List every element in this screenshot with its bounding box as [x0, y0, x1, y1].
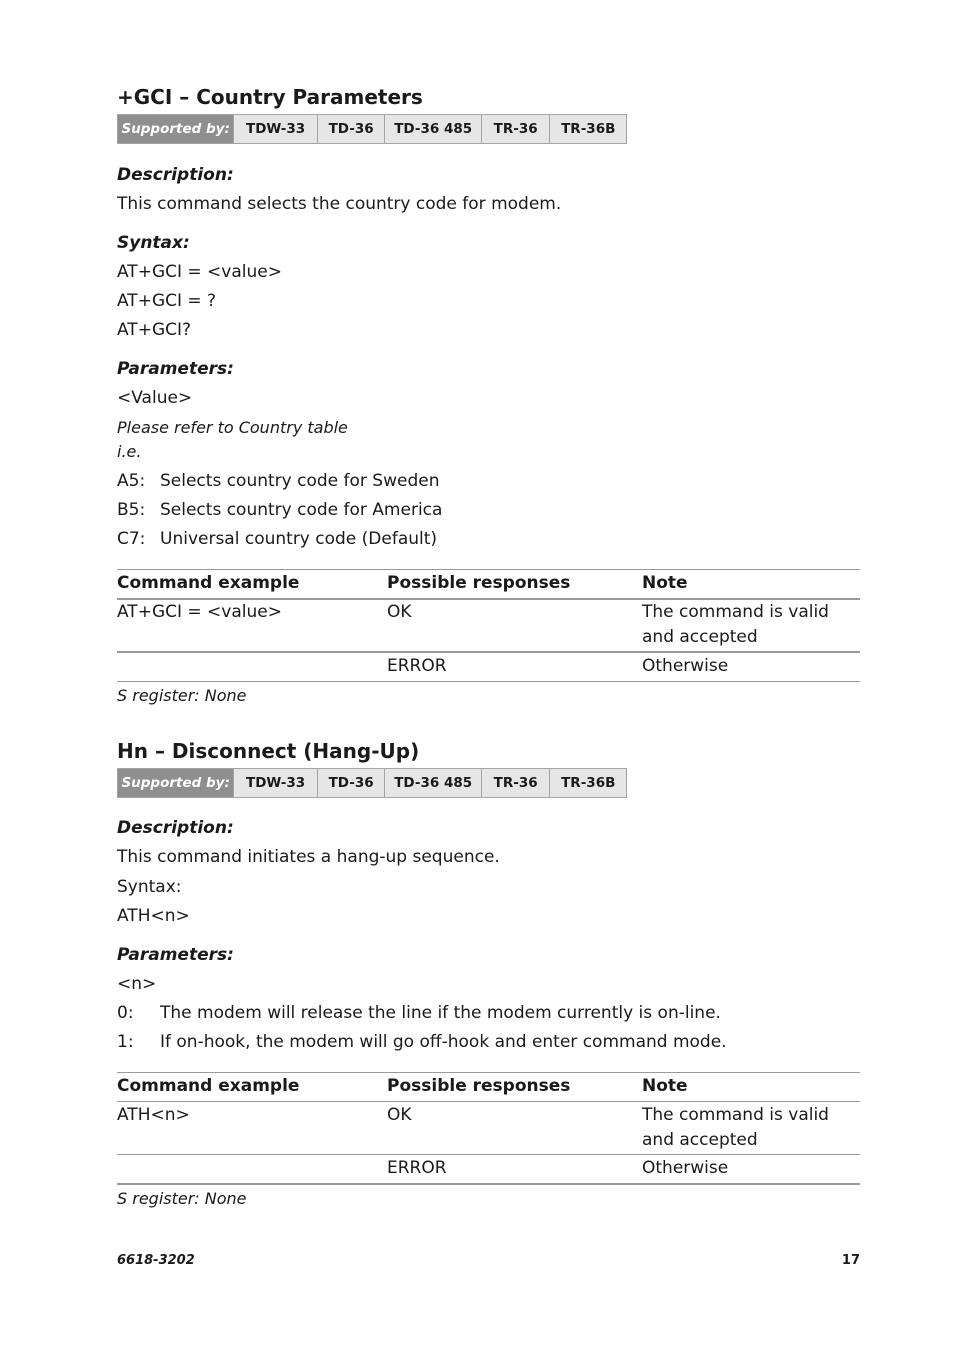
table-row-rule	[117, 651, 860, 653]
table-header-note: Note	[642, 1076, 688, 1096]
gci-description: This command selects the country code for modem.	[117, 194, 562, 214]
table-cell-response: ERROR	[387, 656, 447, 676]
hn-description: This command initiates a hang-up sequence.	[117, 847, 500, 867]
hn-value-text: The modem will release the line if the modem currently is on-line.	[160, 1003, 721, 1023]
table-cell-note: The command is valid	[642, 602, 829, 622]
hn-supported-by-bar	[117, 768, 627, 798]
footer-doc-number: 6618-3202	[117, 1253, 195, 1268]
table-header-rule	[117, 1101, 860, 1102]
table-bottom-rule	[117, 1183, 860, 1185]
device-tr-36: TR-36	[481, 769, 550, 797]
gci-supported-by-bar	[117, 114, 627, 144]
device-td-36-485: TD-36 485	[384, 115, 480, 143]
table-header-command: Command example	[117, 573, 300, 593]
gci-value-text: Universal country code (Default)	[160, 529, 438, 549]
gci-s-register: S register: None	[117, 686, 247, 705]
gci-syntax-label: Syntax:	[117, 233, 190, 253]
hn-value-key: 1:	[117, 1032, 134, 1052]
hn-parameters-label: Parameters:	[117, 945, 234, 965]
hn-title: Hn – Disconnect (Hang-Up)	[117, 739, 420, 763]
table-row-rule	[117, 1154, 860, 1155]
gci-parameters-label: Parameters:	[117, 359, 234, 379]
table-cell-note-cont: and accepted	[642, 627, 758, 647]
table-header-command: Command example	[117, 1076, 300, 1096]
gci-syntax-line: AT+GCI = <value>	[117, 262, 282, 282]
table-cell-note: Otherwise	[642, 1158, 729, 1178]
hn-description-label: Description:	[117, 818, 234, 838]
table-cell-response: OK	[387, 1105, 412, 1125]
footer-page-number: 17	[841, 1253, 860, 1268]
table-cell-command: ATH<n>	[117, 1105, 190, 1125]
device-tr-36b: TR-36B	[549, 115, 626, 143]
gci-refer-note: Please refer to Country table	[117, 418, 348, 437]
table-bottom-rule	[117, 681, 860, 682]
device-td-36: TD-36	[317, 115, 385, 143]
hn-syntax-line: ATH<n>	[117, 906, 190, 926]
hn-param-name: <n>	[117, 974, 157, 994]
gci-param-name: <Value>	[117, 388, 193, 408]
device-td-36-485: TD-36 485	[384, 769, 480, 797]
table-cell-note: The command is valid	[642, 1105, 829, 1125]
table-top-rule	[117, 1072, 860, 1073]
gci-description-label: Description:	[117, 165, 234, 185]
gci-title: +GCI – Country Parameters	[117, 85, 423, 109]
hn-syntax-label: Syntax:	[117, 877, 182, 897]
table-header-note: Note	[642, 573, 688, 593]
supported-by-label: Supported by:	[118, 769, 233, 797]
gci-ie: i.e.	[117, 442, 142, 461]
hn-value-text: If on-hook, the modem will go off-hook and enter command mode.	[160, 1032, 727, 1052]
hn-s-register: S register: None	[117, 1189, 247, 1208]
table-header-responses: Possible responses	[387, 1076, 571, 1096]
gci-value-key: B5:	[117, 500, 146, 520]
gci-value-key: C7:	[117, 529, 146, 549]
gci-value-key: A5:	[117, 471, 146, 491]
gci-syntax-line: AT+GCI?	[117, 320, 192, 340]
table-header-responses: Possible responses	[387, 573, 571, 593]
device-tr-36b: TR-36B	[549, 769, 626, 797]
gci-value-text: Selects country code for Sweden	[160, 471, 440, 491]
table-cell-response: OK	[387, 602, 412, 622]
table-cell-response: ERROR	[387, 1158, 447, 1178]
device-tdw-33: TDW-33	[233, 769, 317, 797]
gci-syntax-line: AT+GCI = ?	[117, 291, 217, 311]
device-tr-36: TR-36	[481, 115, 550, 143]
gci-value-text: Selects country code for America	[160, 500, 443, 520]
supported-by-label: Supported by:	[118, 115, 233, 143]
table-cell-note-cont: and accepted	[642, 1130, 758, 1150]
hn-value-key: 0:	[117, 1003, 134, 1023]
device-tdw-33: TDW-33	[233, 115, 317, 143]
device-td-36: TD-36	[317, 769, 385, 797]
table-cell-command: AT+GCI = <value>	[117, 602, 282, 622]
table-top-rule	[117, 569, 860, 570]
table-cell-note: Otherwise	[642, 656, 729, 676]
